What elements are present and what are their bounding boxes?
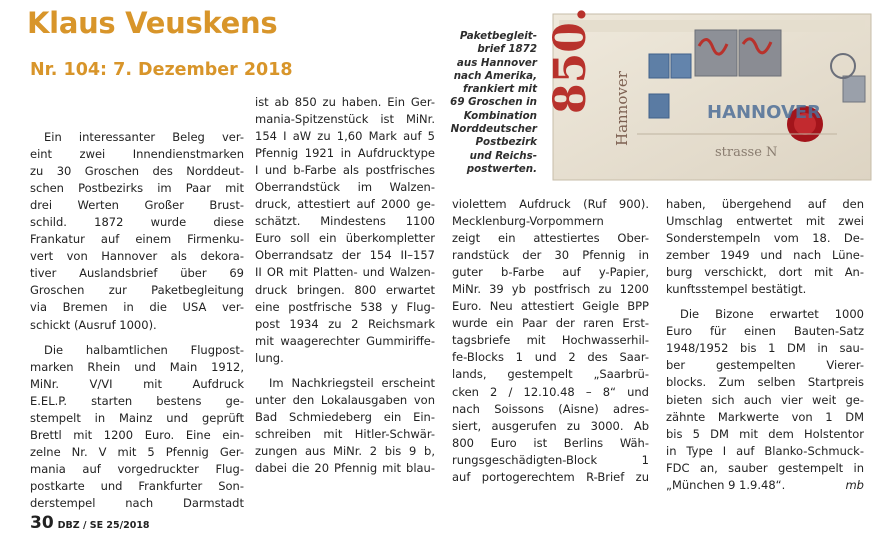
cover-photo: [547, 6, 877, 186]
text-line: guter b-Farbe auf y-Papier,: [452, 265, 649, 280]
envelope-postmark: HANNOVER: [707, 102, 822, 123]
text-line: schen Postbezirks im Paar mit: [30, 181, 244, 196]
text-line: eine postfrische 538 y Flug-: [255, 299, 435, 314]
text-line: Frankatur auf einem Firmenku-: [30, 232, 244, 247]
text-line: postkarte und Frankfurter Son-: [30, 478, 244, 493]
envelope-street: strasse N: [715, 145, 778, 160]
text-line: bis 5 DM mit dem Holstentor: [666, 426, 864, 441]
text-line: stempelt in Mainz und geprüft: [30, 410, 244, 425]
text-line: 800 Euro ist Berlins Wäh-: [452, 435, 649, 450]
text-line: Mecklenburg-Vorpommern: [452, 214, 604, 229]
text-line: dabei die 20 Pfennig mit blau-: [255, 460, 435, 475]
text-line: schild. 1872 wurde diese: [30, 215, 244, 230]
text-line: mit waagerechter Gummiriffe-: [255, 333, 435, 348]
text-line: MiNr. V/VI mit Aufdruck: [30, 376, 244, 391]
text-line: [666, 477, 864, 494]
text-line: lung.: [255, 350, 284, 365]
text-line-content: „München 9 1.9.48“.: [666, 477, 786, 492]
text-line: zeigt ein attestiertes Ober-: [452, 231, 649, 246]
text-line: ist ab 850 zu haben. Ein Ger-: [255, 95, 435, 109]
caption-line: Kombination: [463, 109, 537, 122]
blue-stamp-3: [649, 94, 669, 118]
page-number: 30: [30, 513, 54, 533]
text-line: Euro für einen Bauten-Satz: [666, 324, 864, 339]
text-line: eint zwei Innendienstmarken: [30, 147, 244, 162]
text-line: zelne Nr. V mit 5 Pfennig Ger-: [30, 444, 244, 459]
author-signature: mb: [845, 477, 864, 492]
text-line: zungen aus MiNr. 2 bis 9 b,: [255, 443, 435, 458]
photo-caption: [431, 30, 537, 176]
text-column-2: [255, 94, 435, 477]
text-line: burg verschickt, dort mit An-: [666, 265, 864, 280]
text-line: post 1934 zu 2 Reichsmark: [255, 316, 435, 331]
text-line: vert von Hannover als dekora-: [30, 249, 244, 264]
gray-stamp-3: [843, 76, 865, 102]
text-line: Brettl mit 1200 Euro. Eine ein-: [30, 427, 244, 442]
text-line: zu 30 Groschen des Norddeut-: [30, 164, 244, 179]
envelope-illustration: [547, 6, 877, 186]
text-line: Oberrandsatz der 154 II–157: [255, 248, 435, 263]
text-line: auf portogerechtem R-Brief zu: [452, 469, 649, 484]
article-title: Klaus Veuskens: [27, 6, 278, 40]
text-line: kunftsstempel bestätigt.: [666, 282, 807, 297]
caption-line: Paketbegleit-: [459, 30, 537, 42]
article-subtitle: Nr. 104: 7. Dezember 2018: [30, 60, 293, 80]
text-line: E.EL.P. starten bestens ge-: [30, 393, 244, 408]
text-line: Groschen zur Paketbegleitung: [30, 283, 244, 298]
text-line: derstempel nach Darmstadt: [30, 495, 244, 510]
text-line: Oberrandstück im Walzen-: [255, 180, 435, 195]
text-line: druck, attestiert auf 2000 ge-: [255, 197, 435, 212]
text-line: mania auf vorgedruckter Flug-: [30, 461, 244, 476]
text-line: Bad Schmiedeberg ein Ein-: [255, 409, 435, 424]
text-line: Sonderstempeln vom 18. De-: [666, 231, 864, 246]
text-line: rungsgeschädigten-Block 1: [452, 452, 649, 467]
text-line: zember 1949 und nach Lüne-: [666, 248, 864, 263]
text-line: Ein interessanter Beleg ver-: [44, 130, 244, 144]
text-line: druck bringen. 800 erwartet: [255, 282, 435, 297]
text-line: fe-Blocks 1 und 2 des Saar-: [452, 350, 649, 365]
text-line: I und b-Farbe als postfrisches: [255, 163, 435, 178]
caption-line: 69 Groschen in: [450, 96, 537, 109]
caption-line: und Reichs-: [469, 149, 537, 162]
source-label: DBZ / SE 25/2018: [57, 520, 150, 531]
text-line: II OR mit Platten- und Walzen-: [255, 265, 435, 280]
text-line: mania-Spitzenstück ist MiNr.: [255, 112, 435, 127]
paragraph-gap: [666, 298, 864, 306]
caption-line: nach Amerika,: [453, 69, 537, 82]
text-line: in Type I auf Blanko-Schmuck-: [666, 443, 864, 458]
text-line: Die Bizone erwartet 1000: [680, 307, 864, 322]
text-line: randstück der 30 Pfennig in: [452, 248, 649, 263]
text-line: blocks. Zum selben Startpreis: [666, 375, 864, 390]
text-line: tiver Auslandsbrief über 69: [30, 266, 244, 281]
text-line: violettem Aufdruck (Ruf 900).: [452, 197, 649, 211]
text-line: lands, gestempelt „Saarbrü-: [452, 367, 649, 382]
text-line: Euro soll ein überkompletter: [255, 231, 435, 246]
text-line: bieten sich auch vier weit ge-: [666, 392, 864, 407]
paragraph-gap: [30, 334, 244, 342]
text-line: 154 I aW zu 1,60 Mark auf 5: [255, 129, 435, 144]
text-line: Umschlag entwertet mit zwei: [666, 214, 864, 229]
text-line: marken Rhein und Main 1912,: [30, 359, 244, 374]
text-line: via Bremen in die USA ver-: [30, 300, 244, 315]
text-line: cken 2 / 12.10.48 – 8“ und: [452, 384, 649, 399]
caption-line: aus Hannover: [456, 56, 537, 69]
text-line: Euro. Neu attestiert Geigle BPP: [452, 299, 649, 314]
envelope-number-label: 850.: [547, 6, 596, 114]
text-column-1: [30, 129, 244, 512]
text-column-4: [666, 196, 864, 494]
text-column-3: [452, 196, 649, 486]
text-line: schreiben mit Hitler-Schwär-: [255, 426, 435, 441]
text-line: 1948/1952 bis 1 DM in sau-: [666, 341, 864, 356]
caption-line: Norddeutscher: [450, 123, 537, 136]
text-line: wurde ein Paar der raren Erst-: [452, 316, 649, 331]
blue-stamp-2: [671, 54, 691, 78]
page-footer: [30, 513, 150, 533]
text-line: schickt (Ausruf 1000).: [30, 317, 157, 332]
text-line: Die halbamtlichen Flugpost-: [44, 342, 244, 357]
text-line: ber gestempelten Vierer-: [666, 358, 864, 373]
text-line: nach Soissons (Aisne) adres-: [452, 401, 649, 416]
paragraph-gap: [255, 367, 435, 375]
text-line: Pfennig 1921 in Aufdrucktype: [255, 146, 435, 161]
text-line: unter den Lokalausgaben von: [255, 392, 435, 407]
text-line: Im Nachkriegsteil erscheint: [269, 375, 435, 390]
blue-stamp-1: [649, 54, 669, 78]
caption-line: postwerten.: [466, 162, 537, 175]
text-line: FDC an, sauber gestempelt in: [666, 460, 864, 475]
text-line: tagsbriefe mit Hochwasserhil-: [452, 333, 649, 348]
caption-line: Postbezirk: [475, 136, 537, 149]
text-line: haben, übergehend auf den: [666, 197, 864, 211]
caption-line: frankiert mit: [463, 83, 537, 96]
text-line: MiNr. 39 yb postfrisch zu 1200: [452, 282, 649, 297]
text-line: drei Werten Großer Brust-: [30, 198, 244, 213]
caption-line: brief 1872: [477, 43, 537, 56]
text-line: siert, ausgerufen zu 3000. Ab: [452, 418, 649, 433]
envelope-city-vertical: Hannover: [613, 71, 631, 146]
text-line: zähnte Markwerte von 1 DM: [666, 409, 864, 424]
text-line: schätzt. Mindestens 1100: [255, 214, 435, 229]
